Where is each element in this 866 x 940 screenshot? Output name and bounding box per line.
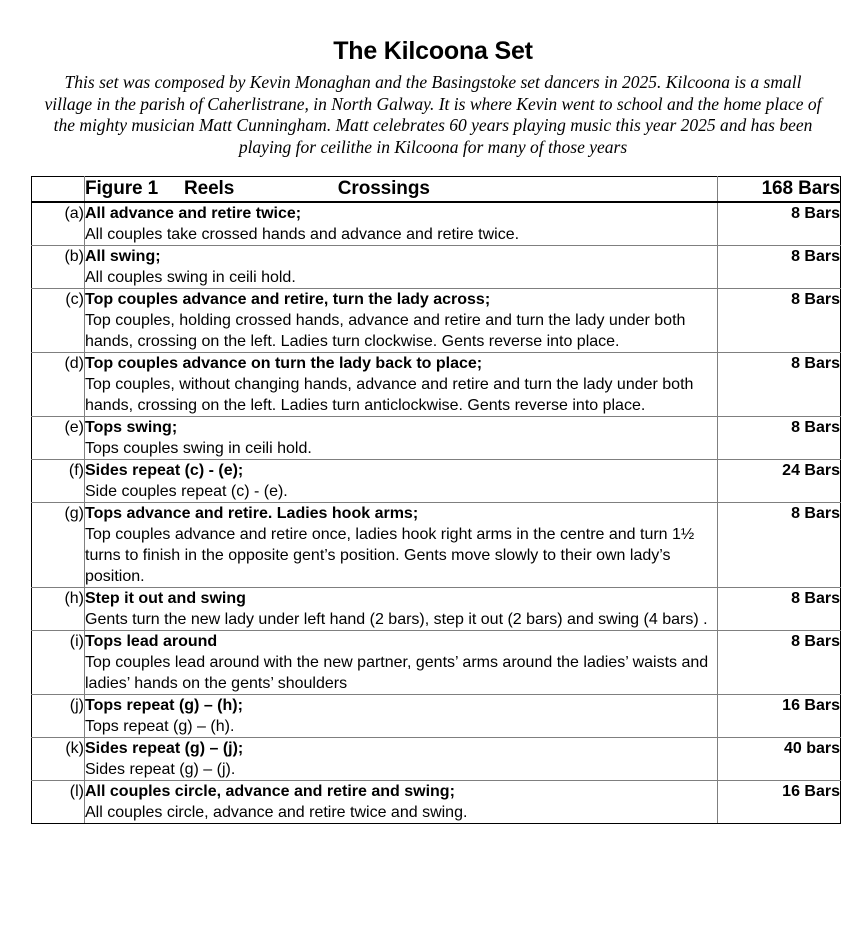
row-description-cell [85, 738, 718, 781]
table-header-row [32, 177, 841, 203]
row-title: Tops advance and retire. Ladies hook arms; [85, 505, 419, 522]
row-title: Step it out and swing [85, 590, 246, 607]
header-letter-cell [32, 177, 85, 203]
row-letter: (a) [32, 202, 85, 246]
row-description-cell [85, 503, 718, 588]
row-detail: Top couples, without changing hands, advance and retire and turn the lady under both hands, crossing on the left. Ladies turn anticlockwise. Gents reverse into place. [85, 376, 694, 414]
row-title: Top couples advance on turn the lady back to place; [85, 355, 483, 372]
table-row [32, 588, 841, 631]
row-bars: 8 Bars [718, 353, 841, 417]
row-detail: All couples circle, advance and retire twice and swing. [85, 804, 468, 821]
row-bars: 8 Bars [718, 588, 841, 631]
row-description-cell [85, 781, 718, 824]
row-title: All swing; [85, 248, 161, 265]
row-description-cell [85, 246, 718, 289]
row-title: All couples circle, advance and retire and swing; [85, 783, 455, 800]
table-row [32, 289, 841, 353]
row-detail: Top couples advance and retire once, ladies hook right arms in the centre and turn 1½ turns to finish in the opposite gent’s position. Gents move slowly to their own lady’s position. [85, 526, 695, 585]
row-description-cell [85, 417, 718, 460]
row-title: Tops lead around [85, 633, 218, 650]
table-row [32, 781, 841, 824]
intro-paragraph: This set was composed by Kevin Monaghan and the Basingstoke set dancers in 2025. Kilcoona is a small village in the parish of Caherlistrane, in North Galway. It is where Kevin went to school and the home place of the mighty musician Matt Cunningham. Matt celebrates 60 years playing music this year 2025 and has been playing for ceilithe in Kilcoona for many of those years [44, 72, 822, 157]
row-letter: (b) [32, 246, 85, 289]
figure-table-container [31, 176, 840, 824]
row-detail: Top couples, holding crossed hands, advance and retire and turn the lady under both hands, crossing on the left. Ladies turn clockwise. Gents reverse into place. [85, 312, 686, 350]
row-detail: All couples swing in ceili hold. [85, 269, 296, 286]
table-row [32, 202, 841, 246]
table-row [32, 417, 841, 460]
row-bars: 24 Bars [718, 460, 841, 503]
row-description-cell [85, 289, 718, 353]
row-bars: 8 Bars [718, 631, 841, 695]
row-letter: (k) [32, 738, 85, 781]
page-title: The Kilcoona Set [333, 37, 533, 65]
table-row [32, 631, 841, 695]
row-letter: (e) [32, 417, 85, 460]
row-letter: (h) [32, 588, 85, 631]
row-detail: Gents turn the new lady under left hand (2 bars), step it out (2 bars) and swing (4 bars) . [85, 611, 708, 628]
row-letter: (g) [32, 503, 85, 588]
row-title: All advance and retire twice; [85, 205, 302, 222]
table-row [32, 503, 841, 588]
header-total-bars: 168 Bars [718, 177, 841, 203]
row-bars: 16 Bars [718, 695, 841, 738]
row-description-cell [85, 202, 718, 246]
table-row [32, 460, 841, 503]
row-letter: (j) [32, 695, 85, 738]
row-detail: Sides repeat (g) – (j). [85, 761, 236, 778]
table-row [32, 353, 841, 417]
row-title: Sides repeat (g) – (j); [85, 740, 244, 757]
row-description-cell [85, 353, 718, 417]
table-row [32, 695, 841, 738]
row-letter: (l) [32, 781, 85, 824]
figure-table-body [32, 177, 841, 824]
row-bars: 8 Bars [718, 503, 841, 588]
figure-table [31, 176, 841, 824]
header-figure-label: Figure 1 Reels Crossings [85, 177, 718, 203]
row-detail: Top couples lead around with the new partner, gents’ arms around the ladies’ waists and ladies’ hands on the gents’ shoulders [85, 654, 709, 692]
row-description-cell [85, 460, 718, 503]
row-detail: Side couples repeat (c) - (e). [85, 483, 288, 500]
row-bars: 8 Bars [718, 202, 841, 246]
row-title: Sides repeat (c) - (e); [85, 462, 244, 479]
row-description-cell [85, 588, 718, 631]
row-detail: Tops repeat (g) – (h). [85, 718, 235, 735]
row-letter: (d) [32, 353, 85, 417]
row-title: Tops repeat (g) – (h); [85, 697, 243, 714]
row-letter: (c) [32, 289, 85, 353]
row-title: Tops swing; [85, 419, 178, 436]
row-description-cell [85, 695, 718, 738]
row-bars: 40 bars [718, 738, 841, 781]
table-row [32, 738, 841, 781]
table-row [32, 246, 841, 289]
row-detail: Tops couples swing in ceili hold. [85, 440, 312, 457]
row-title: Top couples advance and retire, turn the lady across; [85, 291, 491, 308]
row-detail: All couples take crossed hands and advance and retire twice. [85, 226, 520, 243]
row-bars: 8 Bars [718, 246, 841, 289]
row-description-cell [85, 631, 718, 695]
row-bars: 8 Bars [718, 289, 841, 353]
row-bars: 16 Bars [718, 781, 841, 824]
row-letter: (f) [32, 460, 85, 503]
row-bars: 8 Bars [718, 417, 841, 460]
row-letter: (i) [32, 631, 85, 695]
